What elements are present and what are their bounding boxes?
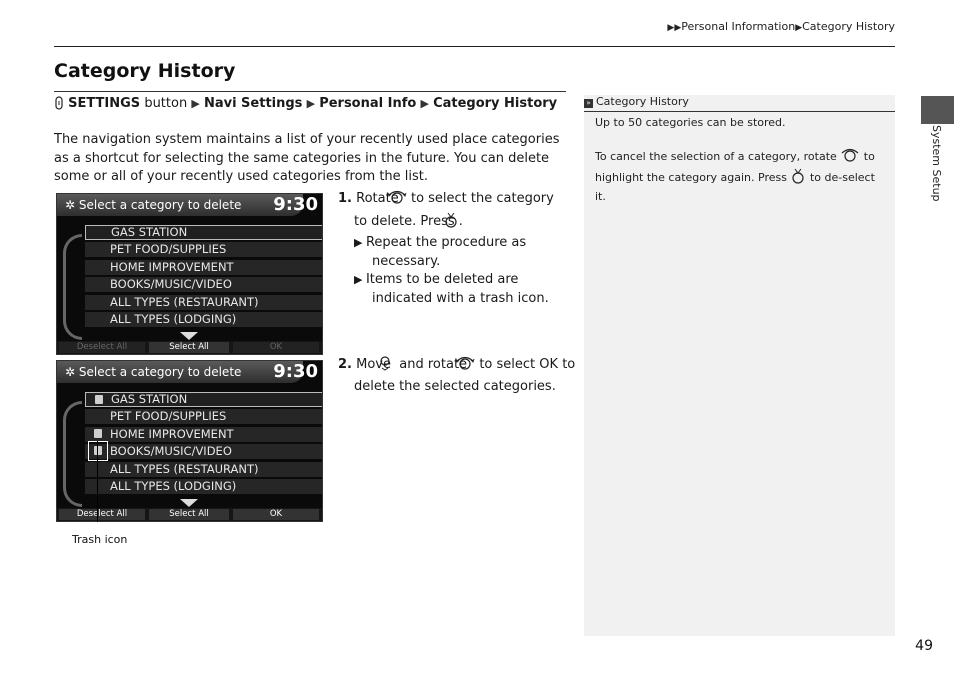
arrow-icon: ▶	[795, 23, 803, 33]
step-1-note-2: ▶ Items to be deleted are indicated with a trash icon.	[354, 272, 549, 306]
section-tab	[921, 96, 954, 124]
list-item[interactable]: GAS STATION	[85, 392, 323, 407]
note-paragraph-2: To cancel the selection of a category, rotate to highlight the category again. Press to de-select it.	[595, 147, 889, 205]
ok-label: OK	[539, 357, 559, 372]
rotate-knob-icon	[840, 147, 860, 168]
list-item[interactable]: BOOKS/MUSIC/VIDEO	[85, 444, 323, 459]
page-number: 49	[915, 638, 933, 654]
list-item[interactable]: ALL TYPES (LODGING)	[85, 479, 323, 494]
gear-icon: ✲	[65, 365, 76, 379]
path-button-word: button	[144, 96, 188, 111]
ok-button[interactable]: OK	[233, 509, 319, 520]
arrow-icon: ▶	[354, 236, 366, 249]
step-number: 1.	[338, 191, 352, 206]
gear-icon: ✲	[65, 198, 76, 212]
note-paragraph-1: Up to 50 categories can be stored.	[595, 116, 786, 129]
screen-header	[57, 194, 303, 216]
list-item[interactable]: GAS STATION	[85, 225, 323, 240]
breadcrumb-item-personal-information: Personal Information	[681, 20, 796, 33]
step-2: 2. Move and rotate to select OK to delete the selected categories.	[338, 357, 576, 394]
path-personal-info: Personal Info	[319, 96, 417, 111]
screen-header-text: Select a category to delete	[78, 365, 242, 379]
breadcrumb	[667, 20, 895, 33]
list-item[interactable]: BOOKS/MUSIC/VIDEO	[85, 277, 323, 292]
path-category-history: Category History	[433, 96, 558, 111]
list-item[interactable]: ALL TYPES (RESTAURANT)	[85, 295, 323, 310]
note-icon: »	[584, 99, 593, 108]
select-all-button[interactable]: Select All	[149, 342, 229, 353]
page-title: Category History	[54, 60, 236, 82]
step-1-note-1: ▶ Repeat the procedure as necessary.	[354, 235, 527, 269]
trash-icon-caption: Trash icon	[72, 533, 128, 546]
menu-path	[54, 96, 557, 114]
scroll-down-icon	[180, 332, 198, 340]
note-heading: » Category History	[584, 95, 895, 112]
list-item[interactable]: PET FOOD/SUPPLIES	[85, 409, 323, 424]
screenshot-select-category	[56, 193, 323, 355]
list-item[interactable]: HOME IMPROVEMENT	[85, 427, 323, 442]
press-knob-icon	[790, 168, 806, 189]
header-rule	[54, 46, 895, 47]
list-item[interactable]: PET FOOD/SUPPLIES	[85, 242, 323, 257]
home-icon	[54, 96, 64, 114]
arrow-icon: ▶	[306, 97, 316, 110]
screen-header	[57, 361, 303, 383]
deselect-all-button[interactable]: Deselect All	[59, 509, 145, 520]
screen-footer	[57, 341, 322, 354]
dial-arc	[63, 234, 82, 340]
callout-line	[97, 441, 108, 522]
dial-arc	[63, 401, 82, 507]
intro-paragraph: The navigation system maintains a list of your recently used place categories as a shortcut for selecting the same categories in the future. You can delete some or all of your recently used categories from the list.	[54, 132, 560, 184]
screen-clock: 9:30	[273, 361, 318, 382]
list-item[interactable]: HOME IMPROVEMENT	[85, 260, 323, 275]
ok-button[interactable]: OK	[233, 342, 319, 353]
arrow-icon: ▶	[354, 273, 366, 286]
screen-clock: 9:30	[273, 194, 318, 215]
breadcrumb-item-category-history: Category History	[802, 20, 895, 33]
path-navi-settings: Navi Settings	[203, 96, 303, 111]
screen-header-text: Select a category to delete	[78, 198, 242, 212]
select-all-button[interactable]: Select All	[149, 509, 229, 520]
section-tab-label: System Setup	[930, 125, 943, 202]
step-1: 1. Rotate to select the category to delete. Press . ▶ Repeat the procedure as necessary. ▶ Items to be deleted are indicated with a trash icon.	[338, 189, 563, 308]
double-arrow-icon: ▶▶	[667, 23, 682, 33]
title-rule	[54, 91, 566, 92]
step-number: 2.	[338, 357, 352, 372]
scroll-down-icon	[180, 499, 198, 507]
arrow-icon: ▶	[420, 97, 429, 110]
rotate-knob-icon	[471, 355, 475, 378]
list-item[interactable]: ALL TYPES (LODGING)	[85, 312, 323, 327]
deselect-all-button[interactable]: Deselect All	[59, 342, 145, 353]
list-item[interactable]: ALL TYPES (RESTAURANT)	[85, 462, 323, 477]
path-settings: SETTINGS	[68, 96, 141, 111]
rotate-knob-icon	[403, 189, 407, 212]
trash-icon	[94, 429, 102, 438]
arrow-icon: ▶	[191, 97, 200, 110]
trash-icon	[95, 395, 103, 404]
